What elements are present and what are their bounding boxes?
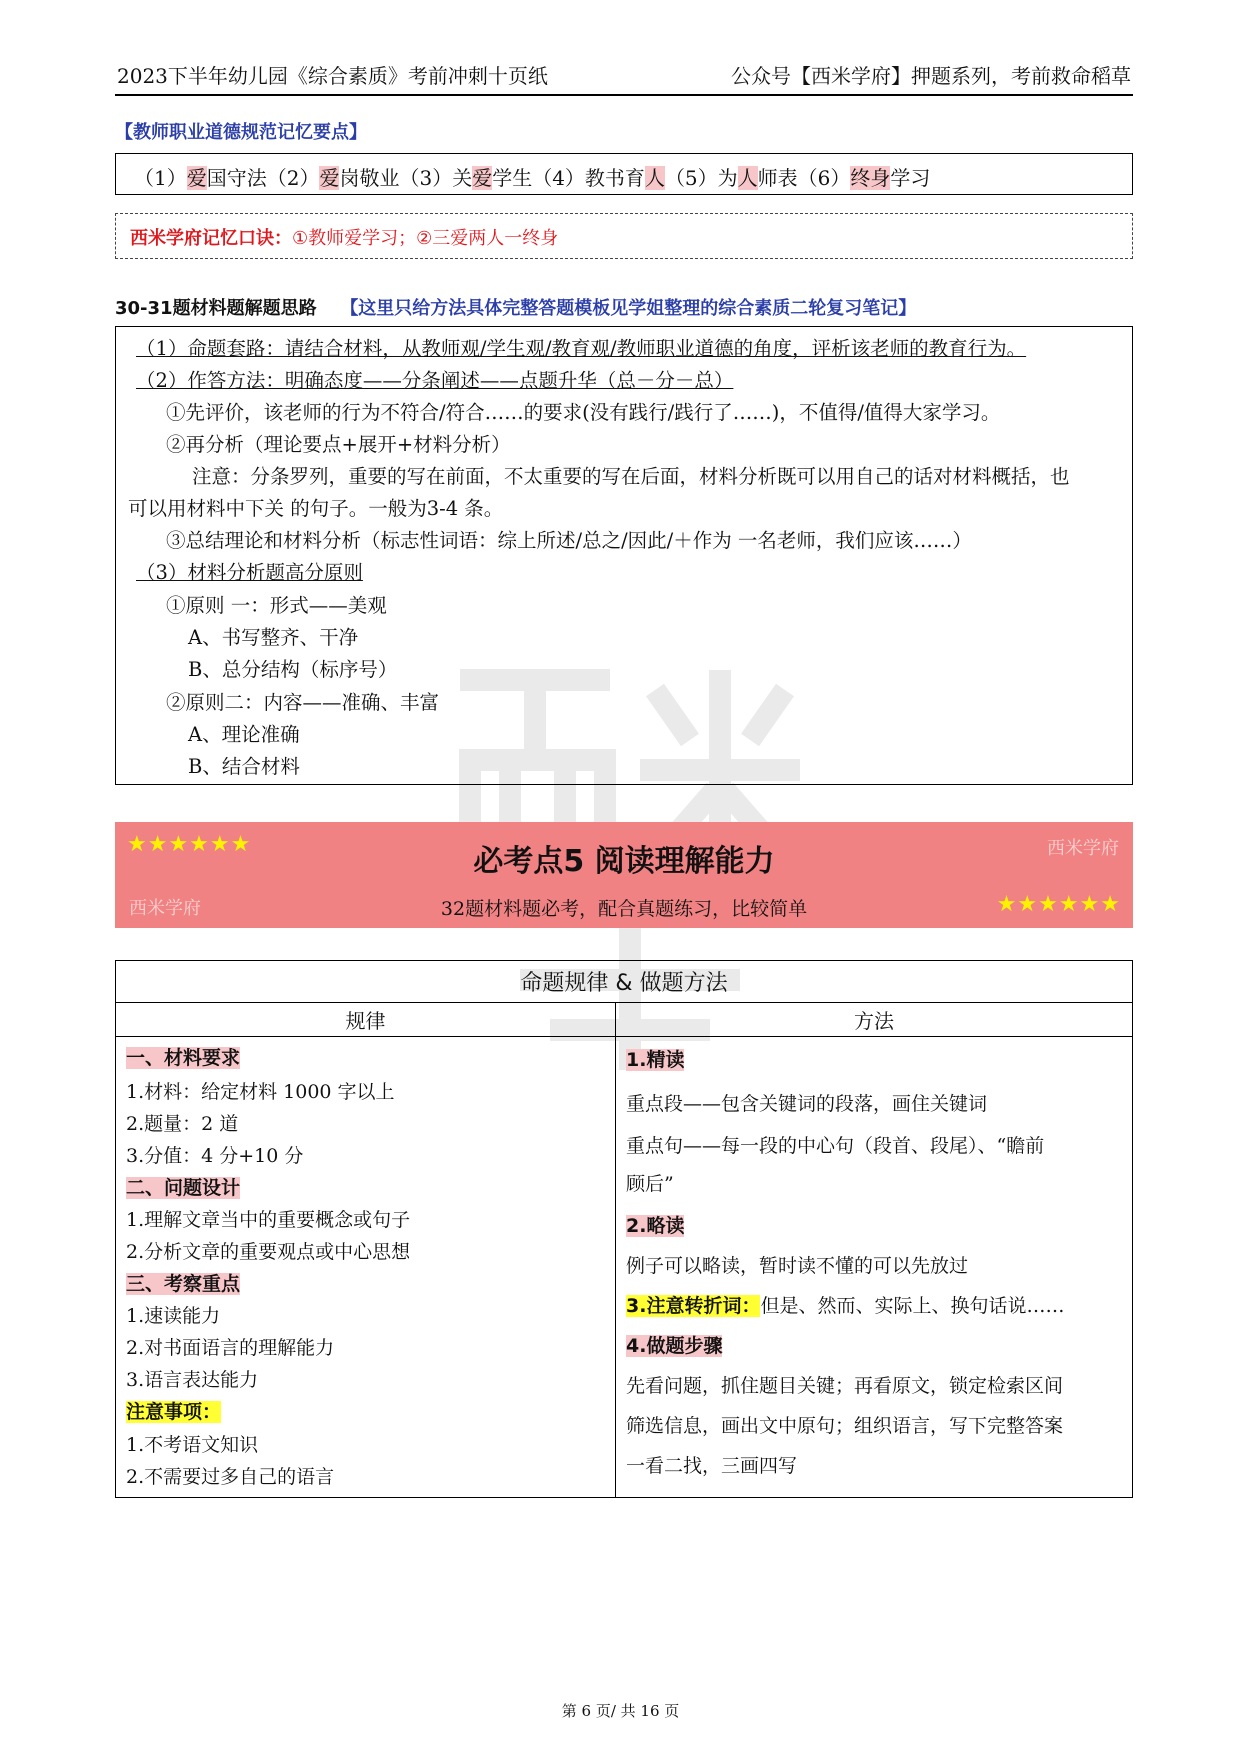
- method-4-line-1: 先看问题，抓住题目关键；再看原文，锁定检索区间: [626, 1375, 1064, 1397]
- page-footer: 第 6 页/ 共 16 页: [561, 1702, 680, 1720]
- rule-row-11: 3.语言表达能力: [126, 1369, 259, 1391]
- rule-row-9: 1.速读能力: [126, 1305, 221, 1327]
- q3031-line-9: ①原则 一：形式——美观: [166, 594, 387, 617]
- ethics-item-3: （3）关爱学生: [399, 166, 533, 190]
- rule-row-10: 2.对书面语言的理解能力: [126, 1337, 335, 1359]
- rule-row-2: 1.材料：给定材料 1000 字以上: [126, 1081, 395, 1103]
- rules-column: [116, 1037, 616, 1498]
- q3031-line-4: ②再分析（理论要点+展开+材料分析）: [166, 433, 511, 456]
- ethics-items-box: [115, 153, 1133, 195]
- q3031-title: 30-31题材料题解题思路: [115, 298, 317, 319]
- header-right-title: 公众号【西米学府】押题系列，考前救命稻草: [731, 64, 1131, 88]
- stars-right: ★★★★★★: [996, 892, 1121, 917]
- ethics-item-2: （2）爱岗敬业: [266, 166, 400, 190]
- rule-row-4: 3.分值：4 分+10 分: [126, 1145, 304, 1167]
- method-1-line-2: 重点句——每一段的中心句（段首、段尾）、“瞻前: [626, 1135, 1045, 1157]
- rule-row-13: 1.不考语文知识: [126, 1434, 259, 1456]
- q3031-line-5: 注意：分条罗列，重要的写在前面，不太重要的写在后面，材料分析既可以用自己的话对材料概括，也: [192, 465, 1070, 488]
- ethics-item-1: （1）爱国守法: [134, 166, 267, 190]
- page-header: [115, 58, 1133, 96]
- method-1-head: 1.精读: [626, 1049, 685, 1071]
- rule-row-7: 2.分析文章的重要观点或中心思想: [126, 1241, 411, 1263]
- table-title: 命题规律 & 做题方法: [116, 961, 1133, 1003]
- brand-top-right: 西米学府: [1047, 838, 1119, 859]
- q3031-line-14: B、结合材料: [188, 755, 300, 778]
- method-3-text: 但是、然而、实际上、换句话说……: [760, 1295, 1065, 1317]
- rules-methods-table: [115, 960, 1133, 1498]
- banner-subtitle: 32题材料题必考，配合真题练习，比较简单: [440, 898, 808, 920]
- method-2-head: 2.略读: [626, 1215, 685, 1237]
- method-3-head: 3.注意转折词：: [626, 1295, 761, 1317]
- method-4-line-3: 一看二找，三画四写: [626, 1455, 798, 1477]
- q3031-line-11: B、总分结构（标序号）: [188, 658, 398, 681]
- ethics-item-4: （4）教书育人: [532, 166, 665, 190]
- rule-row-5: 二、问题设计: [126, 1177, 241, 1199]
- q3031-note: 【这里只给方法具体完整答题模板见学姐整理的综合素质二轮复习笔记】: [340, 298, 917, 319]
- rule-row-12: 注意事项：: [126, 1401, 222, 1423]
- header-left-title: 2023下半年幼儿园《综合素质》考前冲刺十页纸: [117, 64, 548, 88]
- rule-row-6: 1.理解文章当中的重要概念或句子: [126, 1209, 411, 1231]
- col-header-methods: 方法: [616, 1003, 1133, 1037]
- q3031-header: [115, 294, 916, 320]
- method-4-line-2: 筛选信息，画出文中原句；组织语言，写下完整答案: [626, 1415, 1064, 1437]
- q3031-line-8: （3）材料分析题高分原则: [136, 561, 363, 584]
- ethics-items-line: [134, 166, 930, 190]
- rule-row-14: 2.不需要过多自己的语言: [126, 1466, 335, 1488]
- q3031-line-2: （2）作答方法：明确态度——分条阐述——点题升华（总－分－总）: [136, 369, 734, 392]
- ethics-item-5: （5）为人师表: [664, 166, 798, 190]
- key-point-banner: [115, 822, 1133, 928]
- q3031-box: [115, 326, 1133, 785]
- rule-row-3: 2.题量：2 道: [126, 1113, 239, 1135]
- banner-title: 必考点5 阅读理解能力: [473, 844, 775, 879]
- q3031-line-10: A、书写整齐、干净: [188, 626, 359, 649]
- q3031-line-3: ①先评价，该老师的行为不符合/符合……的要求(没有践行/践行了……)，不值得/值得大家学习。: [166, 401, 1001, 424]
- stars-left: ★★★★★★: [127, 832, 252, 857]
- col-header-rules: 规律: [116, 1003, 616, 1037]
- q3031-line-6: 可以用材料中下关 的句子。一般为3-4 条。: [128, 497, 504, 520]
- q3031-line-7: ③总结理论和材料分析（标志性词语：综上所述/总之/因此/＋作为 一名老师，我们应该……）: [166, 529, 972, 552]
- q3031-line-12: ②原则二：内容——准确、丰富: [166, 691, 440, 714]
- ethics-section-title: 【教师职业道德规范记忆要点】: [115, 122, 367, 143]
- rule-row-8: 三、考察重点: [126, 1273, 241, 1295]
- rule-row-1: 一、材料要求: [126, 1047, 241, 1069]
- mnemonic-text: ①教师爱学习；②三爱两人一终身: [292, 228, 559, 249]
- method-4-head: 4.做题步骤: [626, 1335, 723, 1357]
- q3031-line-13: A、理论准确: [188, 723, 300, 746]
- method-1-line-3: 顾后”: [626, 1173, 674, 1195]
- mnemonic-box: [115, 213, 1133, 259]
- brand-bottom-left: 西米学府: [129, 898, 201, 919]
- mnemonic-label: 西米学府记忆口诀：: [130, 228, 292, 249]
- ethics-item-6: （6）终身学习: [797, 166, 931, 190]
- method-1-line-1: 重点段——包含关键词的段落，画住关键词: [626, 1093, 988, 1115]
- q3031-line-1: （1）命题套路：请结合材料，从教师观/学生观/教育观/教师职业道德的角度，评析该老师的教育行为。: [136, 337, 1027, 360]
- method-2-line-1: 例子可以略读，暂时读不懂的可以先放过: [626, 1255, 969, 1277]
- methods-column: [616, 1037, 1133, 1498]
